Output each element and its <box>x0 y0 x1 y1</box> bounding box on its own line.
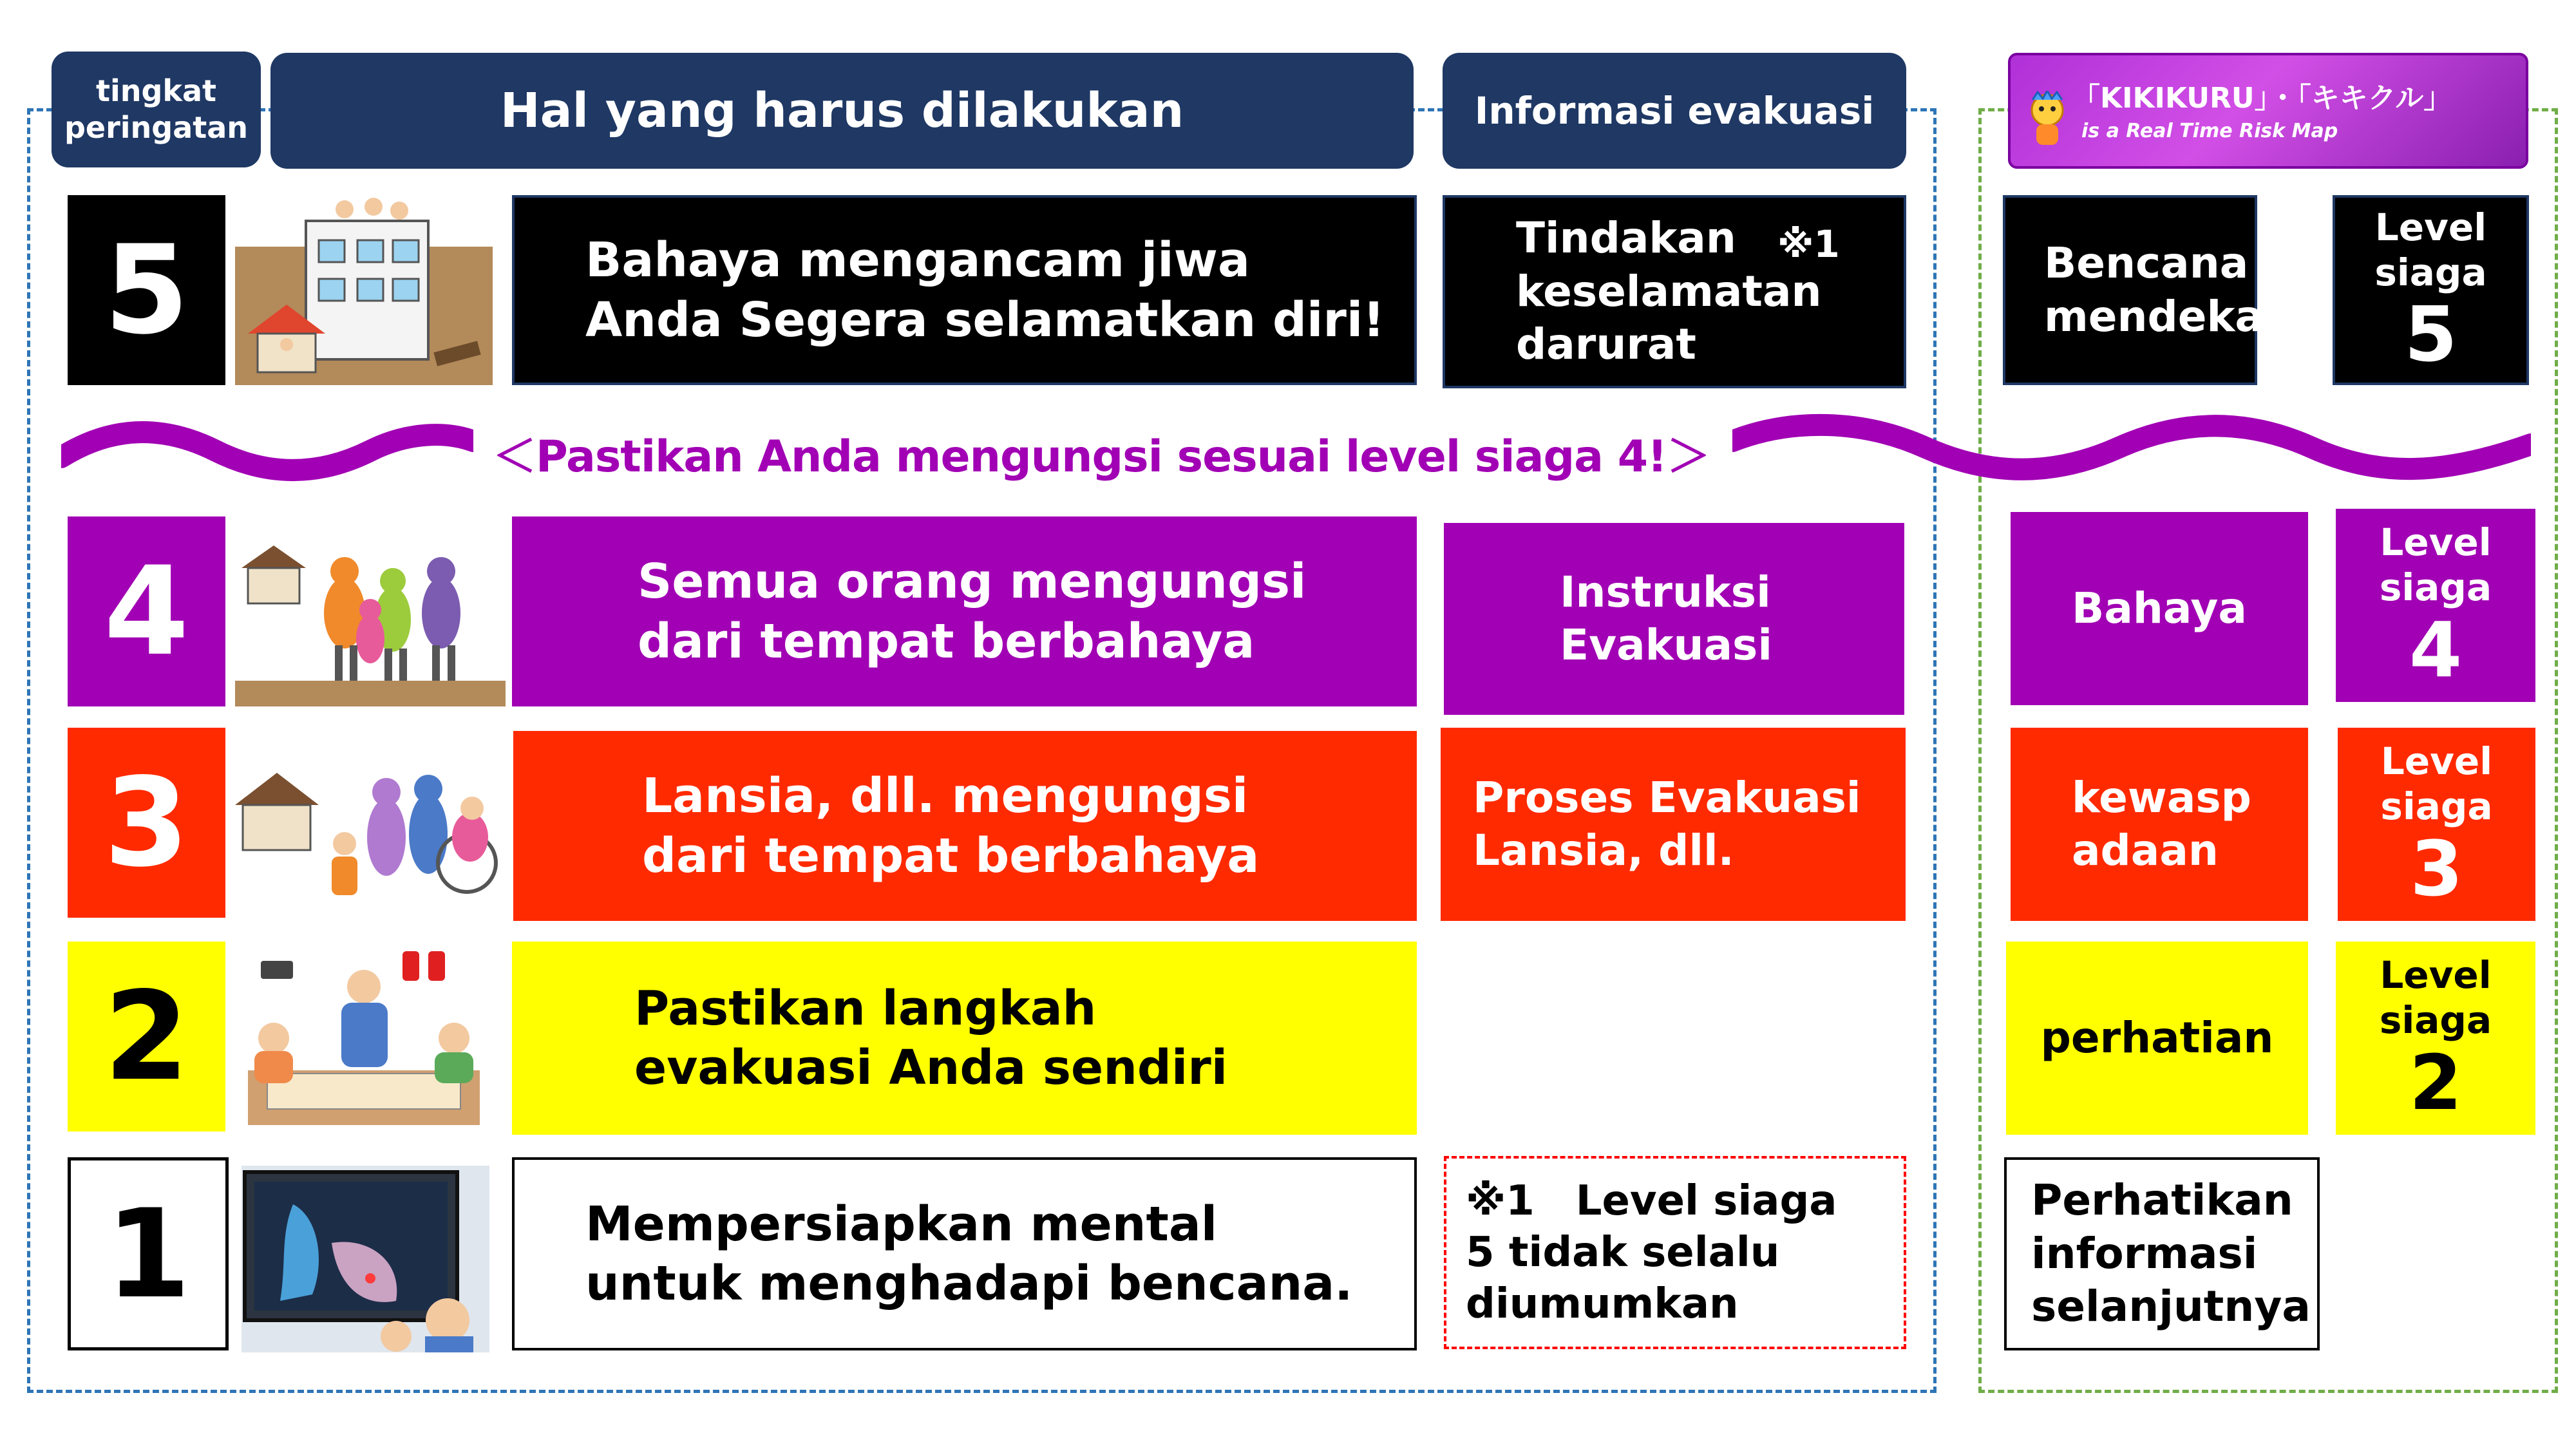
alert-level-5-note-text: ※1 Level siaga 5 tidak selalu diumumkan <box>1466 1177 1837 1328</box>
level-5-number: 5 <box>68 195 225 385</box>
level-4-alert-number: 4 <box>2409 605 2463 694</box>
kikikuru-banner[interactable] <box>2008 53 2528 169</box>
weather-tv-illustration <box>242 1166 489 1352</box>
elderly-evacuation-illustration <box>235 728 511 921</box>
level-3-alert-word: Level siaga <box>2380 739 2493 829</box>
level-5-alert-number: 5 <box>2404 290 2458 379</box>
level-5-action-text: Bahaya mengancam jiwa Anda Segera selamatkan diri! <box>585 232 1385 348</box>
level-1-risk <box>2004 1157 2320 1350</box>
header-action-label: Hal yang harus dilakukan <box>500 83 1184 138</box>
level-3-number: 3 <box>68 728 225 918</box>
level-5-evac-note-mark: ※1 <box>1777 222 1840 266</box>
level-3-evac-text: Proses Evakuasi Lansia, dll. <box>1473 772 1861 875</box>
kikikuru-title: 「KIKIKURU」・「キキクル」 <box>2072 82 2452 115</box>
level-1-number: 1 <box>68 1157 229 1350</box>
header-evac-info <box>1443 53 1906 169</box>
kikikuru-subtitle: is a Real Time Risk Map <box>2081 120 2338 142</box>
level-4-alert-word: Level siaga <box>2379 520 2492 610</box>
level-4-risk-text: Bahaya <box>2072 583 2247 633</box>
level-4-number: 4 <box>68 516 225 706</box>
level-2-alert-word: Level siaga <box>2379 953 2492 1043</box>
level-5-action <box>512 195 1417 385</box>
level-3-alert-number: 3 <box>2410 824 2463 913</box>
evacuation-banner: ＜Pastikan Anda mengungsi sesuai level siaga 4!＞ <box>492 431 1710 482</box>
level-3-evac <box>1441 728 1906 921</box>
level-2-action-text: Pastikan langkah evakuasi Anda sendiri <box>634 980 1228 1095</box>
header-action <box>270 53 1414 169</box>
level-4-action-text: Semua orang mengungsi dari tempat berbahaya <box>638 554 1307 669</box>
level-2-risk <box>2006 942 2308 1135</box>
wave-divider-right <box>1732 412 2531 483</box>
level-3-risk <box>2011 728 2308 921</box>
level-5-alert-word: Level siaga <box>2374 205 2487 294</box>
header-evac-info-label: Informasi evakuasi <box>1474 89 1875 133</box>
level-5-risk <box>2003 195 2284 385</box>
level-1-risk-text: Perhatikan informasi selanjutnya <box>2031 1175 2311 1332</box>
alert-level-5-note <box>1444 1156 1906 1349</box>
level-3-alert <box>2338 728 2535 921</box>
level-2-risk-text: perhatian <box>2040 1012 2274 1063</box>
level-1-action-text: Mempersiapkan mental untuk menghadapi bencana. <box>585 1196 1353 1311</box>
level-5-alert <box>2333 195 2529 385</box>
family-checking-map-illustration <box>235 942 493 1135</box>
level-2-alert <box>2336 942 2535 1135</box>
wave-divider-left <box>61 412 473 483</box>
level-2-number: 2 <box>68 942 225 1132</box>
level-3-action-text: Lansia, dll. mengungsi dari tempat berbahaya <box>642 768 1260 884</box>
level-2-action <box>512 942 1417 1135</box>
evacuating-family-rain-illustration <box>235 516 506 706</box>
level-1-action <box>512 1157 1417 1350</box>
level-5-risk-text: Bencana mendekat <box>2044 238 2284 341</box>
header-level-warning-label: tingkat peringatan <box>64 73 249 145</box>
header-level-warning <box>52 52 261 167</box>
level-4-evac-text: Instruksi Evakuasi <box>1560 567 1772 670</box>
level-3-risk-text: kewasp adaan <box>2072 772 2251 875</box>
level-5-evac-text: Tindakan keselamatan darurat <box>1516 213 1822 370</box>
level-3-action <box>513 731 1417 921</box>
level-4-action <box>512 516 1417 706</box>
kikikuru-mascot-icon <box>2025 91 2070 149</box>
level-4-evac <box>1444 523 1904 715</box>
level-4-alert <box>2336 509 2535 702</box>
level-4-risk <box>2011 512 2308 705</box>
flooded-building-illustration <box>235 195 493 385</box>
level-2-alert-number: 2 <box>2409 1037 2463 1127</box>
